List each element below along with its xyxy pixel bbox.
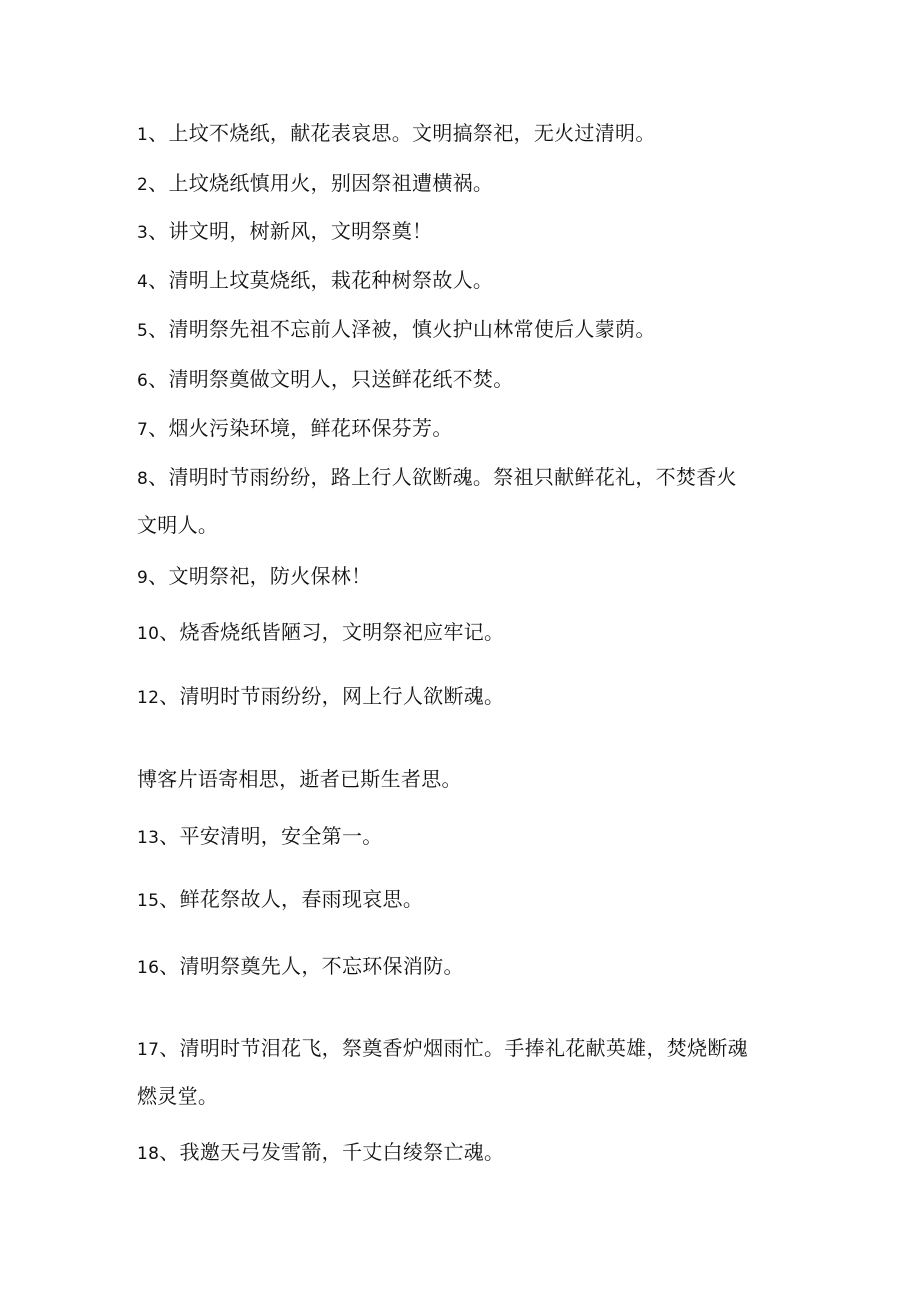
item-text: 上坟烧纸慎用火，别因祭祖遭横祸。 <box>168 171 494 195</box>
paragraph-text: 博客片语寄相思，逝者已斯生者思。 <box>137 767 462 791</box>
item-number: 15 <box>137 891 160 911</box>
paragraph <box>137 766 462 792</box>
item-separator: 、 <box>148 219 169 243</box>
item-number: 16 <box>137 958 160 978</box>
list-item <box>137 170 493 198</box>
item-separator: 、 <box>159 1140 180 1164</box>
list-item <box>137 823 383 851</box>
list-item <box>137 415 453 443</box>
list-item <box>137 683 504 711</box>
item-number: 7 <box>137 420 149 440</box>
item-text: 清明时节雨纷纷，网上行人欲断魂。 <box>179 684 505 708</box>
item-separator: 、 <box>159 954 180 978</box>
item-separator: 、 <box>148 171 169 195</box>
item-separator: 、 <box>148 367 169 391</box>
item-text: 清明时节雨纷纷，路上行人欲断魂。祭祖只献鲜花礼，不焚香火 <box>168 465 737 489</box>
item-text: 清明时节泪花飞，祭奠香炉烟雨忙。手捧礼花献英雄，焚烧断魂 <box>179 1036 748 1060</box>
list-item <box>137 1139 504 1167</box>
item-separator: 、 <box>148 564 169 588</box>
item-text: 燃灵堂。 <box>137 1084 219 1108</box>
item-text: 鲜花祭故人，春雨现哀思。 <box>179 887 424 911</box>
item-text: 清明祭奠做文明人，只送鲜花纸不焚。 <box>168 367 514 391</box>
item-number: 17 <box>137 1040 160 1060</box>
item-text: 平安清明，安全第一。 <box>179 824 383 848</box>
list-item <box>137 886 423 914</box>
item-number: 6 <box>137 371 149 391</box>
item-number: 8 <box>137 469 149 489</box>
item-separator: 、 <box>148 121 169 145</box>
item-text: 清明祭先祖不忘前人泽被，慎火护山林常使后人蒙荫。 <box>168 317 656 341</box>
item-text: 上坟不烧纸，献花表哀思。文明搞祭祀，无火过清明。 <box>168 121 656 145</box>
list-item <box>137 563 371 591</box>
item-text: 讲文明，树新风，文明祭奠！ <box>168 219 433 243</box>
item-number: 9 <box>137 568 149 588</box>
item-number: 1 <box>137 125 149 145</box>
item-separator: 、 <box>159 620 180 644</box>
item-number: 12 <box>137 688 160 708</box>
item-text: 我邀天弓发雪箭，千丈白绫祭亡魂。 <box>179 1140 505 1164</box>
item-text: 文明祭祀，防火保林！ <box>168 564 372 588</box>
list-item <box>137 953 464 981</box>
list-item <box>137 464 737 492</box>
list-item <box>137 619 504 647</box>
item-number: 18 <box>137 1144 160 1164</box>
item-number: 4 <box>137 272 149 292</box>
item-separator: 、 <box>148 317 169 341</box>
list-item <box>137 120 656 148</box>
item-text: 清明上坟莫烧纸，栽花种树祭故人。 <box>168 268 494 292</box>
item-separator: 、 <box>159 887 180 911</box>
list-item-continuation <box>137 512 218 538</box>
item-separator: 、 <box>148 416 169 440</box>
item-number: 10 <box>137 624 160 644</box>
item-separator: 、 <box>159 1036 180 1060</box>
item-separator: 、 <box>159 684 180 708</box>
list-item <box>137 218 432 246</box>
list-item <box>137 1035 748 1063</box>
list-item <box>137 267 493 295</box>
list-item-continuation <box>137 1083 218 1109</box>
item-number: 13 <box>137 828 160 848</box>
list-item <box>137 366 514 394</box>
item-separator: 、 <box>159 824 180 848</box>
item-number: 2 <box>137 175 149 195</box>
item-text: 烧香烧纸皆陋习，文明祭祀应牢记。 <box>179 620 505 644</box>
item-text: 烟火污染环境，鲜花环保芬芳。 <box>168 416 453 440</box>
item-text: 文明人。 <box>137 513 219 537</box>
item-number: 5 <box>137 321 149 341</box>
list-item <box>137 316 656 344</box>
item-text: 清明祭奠先人，不忘环保消防。 <box>179 954 464 978</box>
item-number: 3 <box>137 223 149 243</box>
item-separator: 、 <box>148 268 169 292</box>
item-separator: 、 <box>148 465 169 489</box>
